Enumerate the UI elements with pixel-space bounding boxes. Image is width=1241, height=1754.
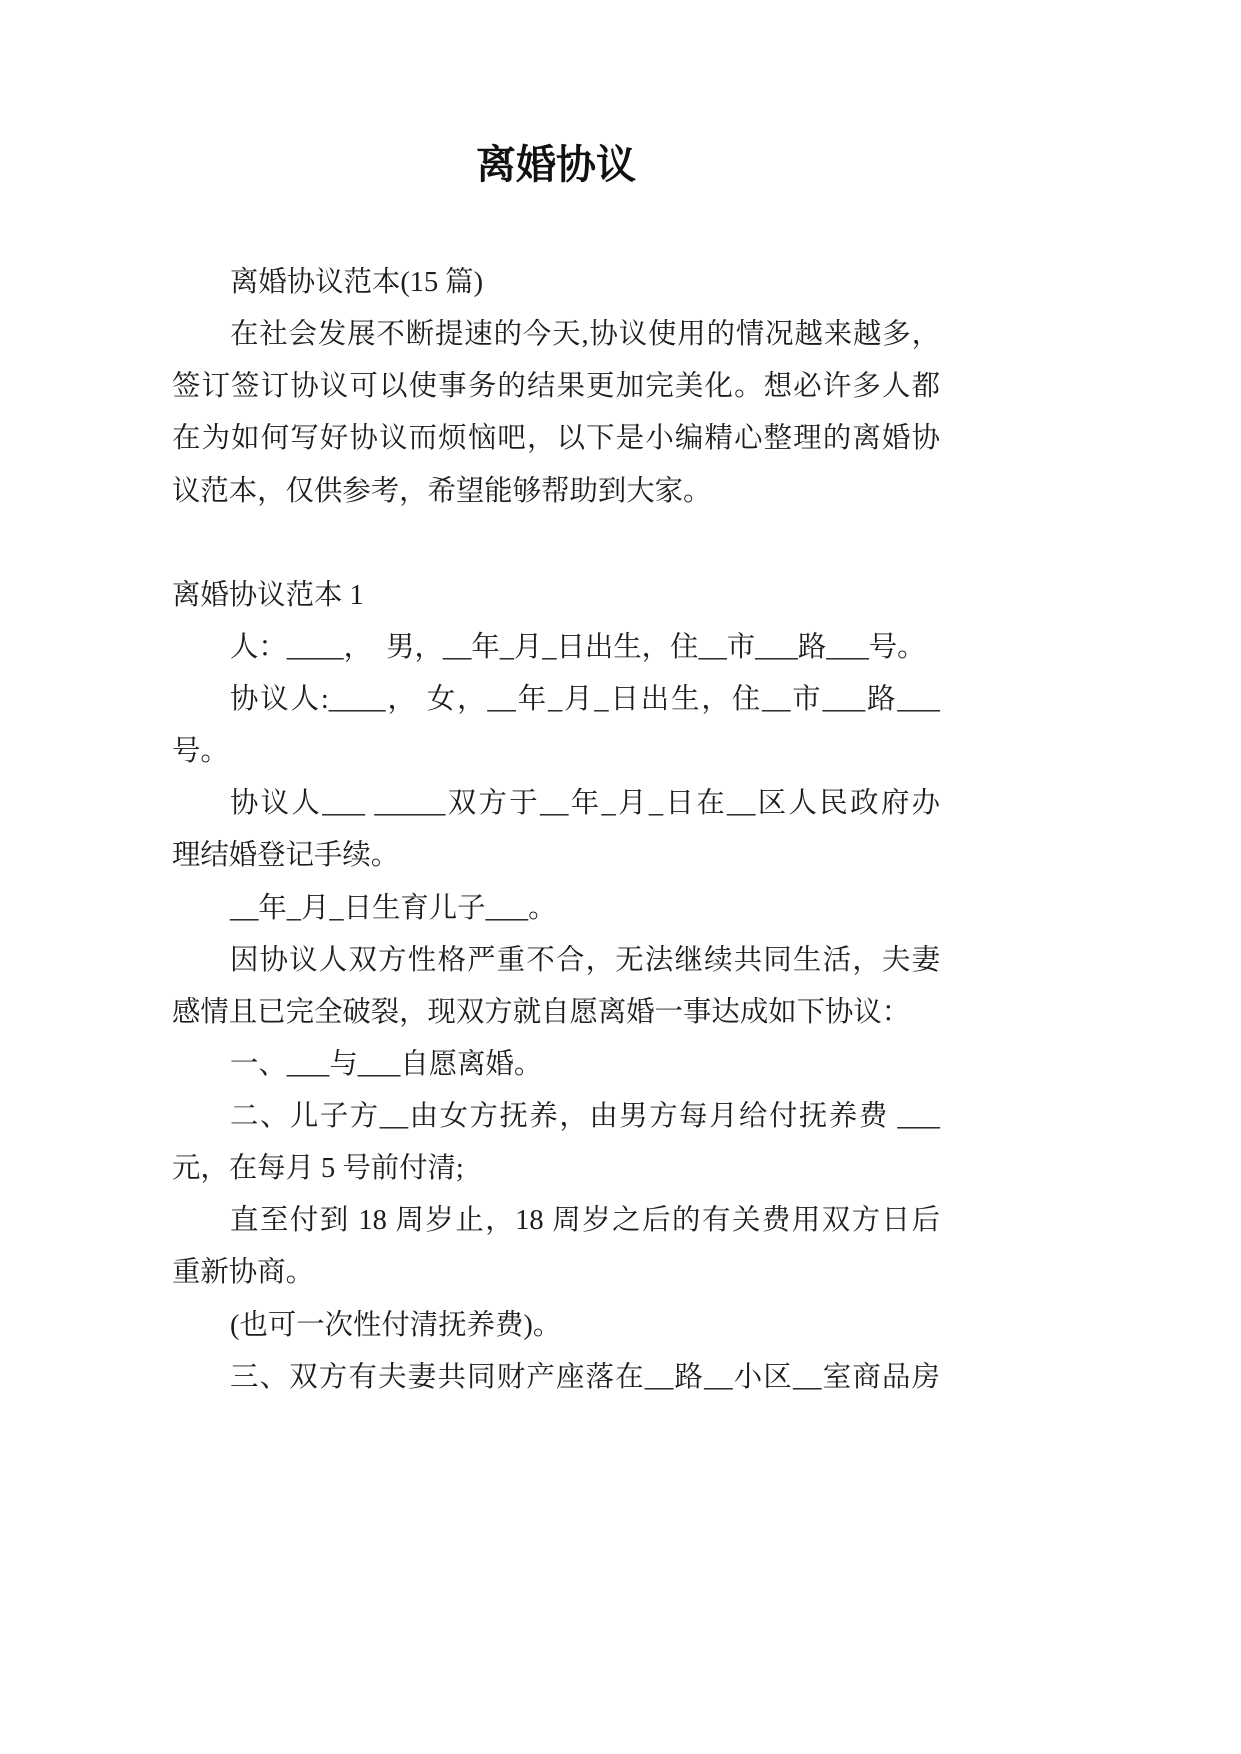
paragraph-line: 协议人___ _____双方于__年_月_日在__区人民政府办 [230,788,940,820]
paragraph-line: 二、儿子方__由女方抚养，由男方每月给付抚养费 ___ [230,1101,940,1132]
paragraph-line: 一、___与___自愿离婚。 [230,1048,543,1080]
paragraph-line: 理结婚登记手续。 [172,840,400,872]
paragraph-line: 签订签订协议可以使事务的结果更加完美化。想必许多人都 [172,371,940,403]
document-title: 离婚协议 [476,142,636,187]
paragraph-line: 元，在每月 5 号前付清; [172,1153,464,1185]
paragraph-line: 感情且已完全破裂，现双方就自愿离婚一事达成如下协议： [172,996,911,1028]
child-support-duration-paragraph [172,1195,940,1299]
clause-2-paragraph [172,1091,940,1195]
marriage-registration-paragraph [172,778,940,882]
paragraph-line: 人：____， 男，__年_月_日出生，住__市___路___号。 [230,631,926,663]
document-body [172,257,940,1404]
blank-line [172,518,940,570]
party-1-paragraph [172,622,940,674]
intro-heading-paragraph [172,257,940,309]
intro-paragraph [172,309,940,518]
section-heading-paragraph [172,570,940,622]
paragraph-line: 在为如何写好协议而烦恼吧，以下是小编精心整理的离婚协 [172,423,940,455]
paragraph-line: 协议人:____， 女，__年_月_日出生，住__市___路___ [230,684,940,715]
child-support-note-paragraph [172,1300,940,1352]
paragraph-line: (也可一次性付清抚养费)。 [230,1309,562,1341]
child-birth-paragraph [172,883,940,935]
clause-1-paragraph [172,1039,940,1091]
paragraph-line: 号。 [172,736,229,768]
paragraph-line: 议范本，仅供参考，希望能够帮助到大家。 [172,475,712,507]
section-heading: 离婚协议范本 1 [172,579,364,611]
paragraph-line: 因协议人双方性格严重不合，无法继续共同生活，夫妻 [230,944,940,976]
party-2-paragraph [172,674,940,778]
paragraph-line: 在社会发展不断提速的今天,协议使用的情况越来越多， [230,319,940,351]
intro-heading: 离婚协议范本(15 篇) [230,267,484,298]
clause-3-paragraph [172,1352,940,1404]
paragraph-line: 重新协商。 [172,1257,314,1289]
divorce-reason-paragraph [172,935,940,1039]
paragraph-line: __年_月_日生育儿子___。 [230,892,557,924]
paragraph-line: 三、双方有夫妻共同财产座落在__路__小区__室商品房 [230,1361,940,1393]
paragraph-line: 直至付到 18 周岁止，18 周岁之后的有关费用双方日后 [230,1205,940,1237]
